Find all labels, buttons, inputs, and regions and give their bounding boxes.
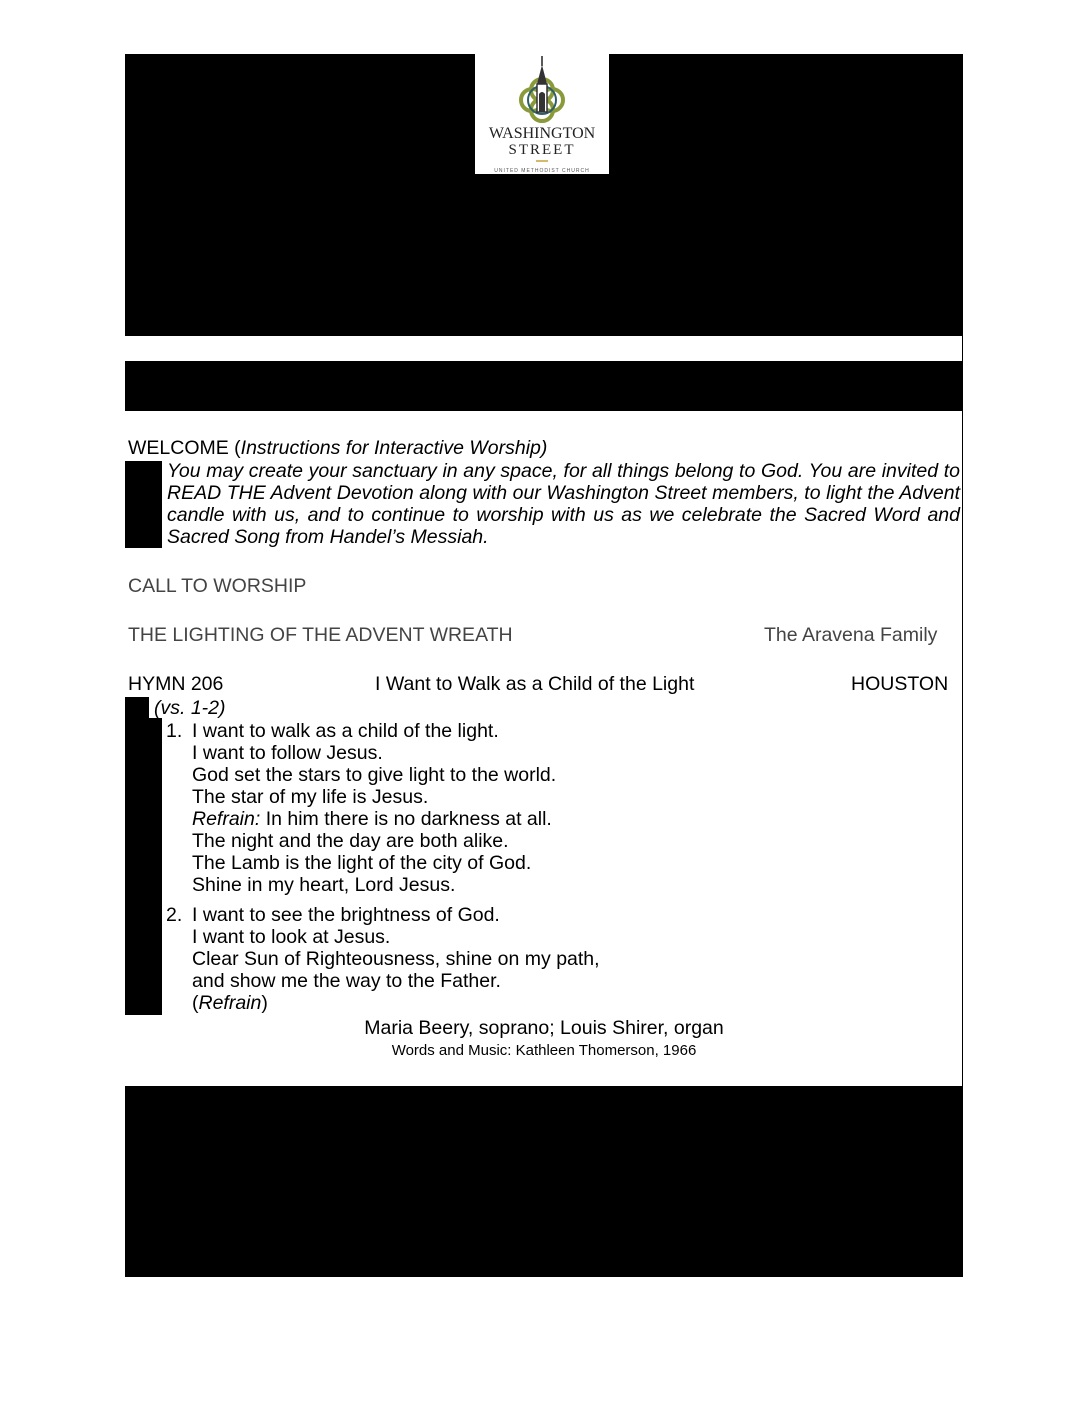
hymn-number: HYMN 206 [128,673,224,695]
right-rule [962,336,963,1086]
verse-1-line: God set the stars to give light to the world. [192,764,557,786]
verse-1-line: I want to walk as a child of the light. [192,720,499,742]
church-logo [475,54,609,174]
verse-2-number: 2. [166,904,183,926]
verse-2 [192,904,600,1014]
svg-text:STREET: STREET [508,142,576,158]
redacted-welcome-sidebar [125,461,162,548]
hymn-performers: Maria Beery, soprano; Louis Shirer, organ [364,1017,724,1039]
refrain-line: The night and the day are both alike. [192,830,509,852]
svg-text:WASHINGTON: WASHINGTON [488,125,596,142]
advent-wreath-participants: The Aravena Family [764,624,938,646]
verse-2-line: I want to see the brightness of God. [192,904,500,926]
refrain-close-paren: ) [261,992,268,1014]
verse-1-line: I want to follow Jesus. [192,742,383,764]
hymn-verses-note: (vs. 1-2) [154,697,226,719]
verse-1 [192,720,556,896]
refrain-text: In him there is no darkness at all. [260,808,552,830]
welcome-heading [128,437,547,459]
welcome-instructions: You may create your sanctuary in any space, for all things belong to God. You are invited to READ THE Advent Devotion along with our Washington Street members, to light the Advent candle with us, and to continue to worship with us as we celebrate the Sacred Word and Sacred Song from Handel’s Messiah. [167,460,960,548]
hymn-title: I Want to Walk as a Child of the Light [375,673,695,695]
hymn-tune: HOUSTON [851,673,949,695]
welcome-label-italic: Instructions for Interactive Worship) [240,437,548,459]
redacted-banner-block [125,361,963,411]
verse-2-line: Clear Sun of Righteousness, shine on my path, [192,948,600,970]
svg-text:UNITED METHODIST CHURCH: UNITED METHODIST CHURCH [494,168,590,174]
welcome-label: WELCOME ( [128,437,241,459]
hymn-credits: Words and Music: Kathleen Thomerson, 1966 [391,1042,697,1059]
redacted-hymn-sidebar-2 [125,718,162,1015]
refrain-open-paren: ( [192,992,199,1014]
verse-2-line: I want to look at Jesus. [192,926,391,948]
church-steeple-quatrefoil-icon [475,54,609,174]
refrain-line: The Lamb is the light of the city of God. [192,852,532,874]
refrain-line: Shine in my heart, Lord Jesus. [192,874,456,896]
redacted-hymn-sidebar [125,697,149,718]
verse-1-line: The star of my life is Jesus. [192,786,429,808]
refrain-reference-word: Refrain [198,992,262,1014]
advent-wreath-heading: THE LIGHTING OF THE ADVENT WREATH [128,624,513,646]
verse-1-number: 1. [166,720,183,742]
refrain-label: Refrain: [192,808,261,830]
refrain-first-line [192,808,556,830]
refrain-reference [192,992,600,1014]
redacted-footer-block [125,1086,963,1277]
call-to-worship-heading: CALL TO WORSHIP [128,575,307,597]
verse-2-line: and show me the way to the Father. [192,970,501,992]
